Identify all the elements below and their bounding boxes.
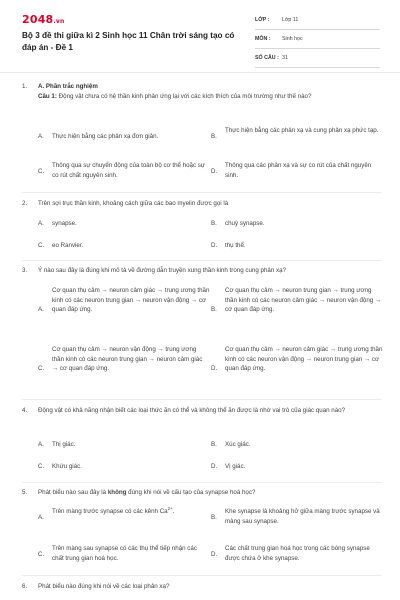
option-letter: C. bbox=[38, 365, 45, 372]
option-letter: D. bbox=[211, 463, 218, 470]
option-text: Khứu giác. bbox=[52, 463, 82, 470]
question-text bbox=[38, 488, 383, 498]
option-text: Thực hiện bằng các phản xạ đơn giản. bbox=[52, 133, 159, 140]
option-letter: B. bbox=[211, 306, 217, 313]
option-letter: A. bbox=[38, 306, 44, 313]
logo-text: 2048 bbox=[22, 13, 54, 26]
meta-row-class bbox=[255, 14, 380, 30]
option-text: Xúc giác. bbox=[225, 441, 251, 448]
document-meta bbox=[255, 14, 380, 71]
question-label: Câu 1: bbox=[38, 92, 57, 100]
option-text: Thông qua sự chuyển động của toàn bộ cơ thể hoặc sự co rút chất nguyên sinh. bbox=[52, 162, 206, 179]
question-number: 1. bbox=[22, 83, 28, 90]
question-divider bbox=[22, 399, 382, 400]
option-letter: A. bbox=[38, 133, 44, 140]
logo-suffix: .vn bbox=[53, 18, 65, 25]
option-text: Thị giác. bbox=[52, 441, 76, 448]
option-text: Thực hiện bằng các phản xạ và cung phản xạ phức tạp. bbox=[225, 127, 379, 134]
question-text: Ý nào sau đây là đúng khi mô tả về đường dẫn truyền xung thần kinh trong cung phản xạ? bbox=[38, 267, 286, 274]
option-text: Cơ quan thụ cảm → neuron cảm giác → trung ương thần kinh có các neuron vận động → neuron trung gian → cơ quan đáp ứng. bbox=[225, 346, 383, 372]
question-text: Phát biểu nào đúng khi nói về các loại phản xạ? bbox=[38, 583, 170, 590]
question-prompt bbox=[38, 92, 383, 102]
option-letter: D. bbox=[211, 365, 218, 372]
option-letter: B. bbox=[211, 133, 217, 140]
question-number: 3. bbox=[22, 267, 28, 274]
meta-key: LỚP : bbox=[255, 17, 270, 23]
option-letter: B. bbox=[211, 441, 217, 448]
option-text bbox=[52, 507, 210, 517]
meta-key: MÔN : bbox=[255, 36, 271, 42]
question-text-emphasis: không bbox=[107, 489, 127, 496]
option-letter: C. bbox=[38, 551, 45, 558]
option-letter: A. bbox=[38, 514, 44, 521]
question-prompt-text: Động vật chưa có hệ thần kinh phản ứng lại với các kích thích của môi trường như thế nào? bbox=[58, 92, 312, 100]
option-letter: A. bbox=[38, 220, 44, 227]
option-text: chuỳ synapse. bbox=[225, 220, 265, 227]
meta-value: Sinh học bbox=[282, 36, 303, 42]
option-letter: B. bbox=[211, 514, 217, 521]
question-divider bbox=[22, 482, 382, 483]
option-text-superscript: 2+ bbox=[167, 505, 173, 511]
option-text: Vị giác. bbox=[225, 463, 246, 470]
document-title: Bộ 3 đề thi giữa kì 2 Sinh học 11 Chân trời sáng tạo có đáp án - Đề 1 bbox=[22, 31, 235, 52]
meta-row-subject bbox=[255, 33, 380, 49]
option-text: thụ thể. bbox=[225, 242, 246, 249]
option-text: Cơ quan thụ cảm → neuron trung gian → trung ương thần kinh có các neuron cảm giác → neuron vận động → cơ quan đáp ứng. bbox=[225, 287, 382, 313]
option-letter: C. bbox=[38, 168, 45, 175]
option-text: synapse. bbox=[52, 220, 77, 227]
option-text: Cơ quan thụ cảm → neuron cảm giác → trung ương thần kinh có các neuron trung gian → neuron vận động → cơ quan đáp ứng. bbox=[52, 287, 210, 313]
question-number: 4. bbox=[22, 407, 28, 414]
question-number: 2. bbox=[22, 200, 28, 207]
question-number: 5. bbox=[22, 489, 28, 496]
question-text: Trên sợi trục thần kinh, khoảng cách giữa các bao myelin được gọi là bbox=[38, 200, 229, 207]
question-text: Động vật có khả năng nhận biết các loại thức ăn có thể và không thể ăn được là nhờ vai trò của giác quan nào? bbox=[38, 407, 346, 414]
option-letter: D. bbox=[211, 168, 218, 175]
option-letter: C. bbox=[38, 242, 45, 249]
option-letter: D. bbox=[211, 551, 218, 558]
header-divider bbox=[0, 72, 400, 73]
question-divider bbox=[22, 192, 382, 193]
question-divider bbox=[22, 260, 382, 261]
option-letter: C. bbox=[38, 463, 45, 470]
meta-value: Lớp 11 bbox=[282, 17, 299, 23]
question-text-pre: Phát biểu nào sau đây là bbox=[38, 489, 108, 496]
meta-key: SỐ CÂU : bbox=[255, 55, 279, 61]
option-text-end: . bbox=[172, 508, 175, 515]
option-text: Trên màng sau synapse có các thụ thể tiếp nhận các chất trung gian hoá học. bbox=[52, 545, 197, 562]
option-text: eo Ranvier. bbox=[52, 242, 84, 249]
question-divider bbox=[22, 575, 382, 576]
option-text: Cơ quan thụ cảm → neuron vận động → trung ương thần kinh có các neuron trung gian → neuron cảm giác → cơ quan đáp ứng. bbox=[52, 346, 203, 372]
section-heading: A. Phần trắc nghiệm bbox=[38, 83, 98, 90]
document-header bbox=[0, 0, 400, 72]
site-logo[interactable] bbox=[22, 13, 64, 26]
meta-row-count bbox=[255, 52, 380, 68]
option-text: Khe synapse là khoảng hở giữa màng trước synapse và màng sau synapse. bbox=[225, 508, 380, 525]
option-text: Thông qua các phản xạ và sự co rút của chất nguyên sinh. bbox=[225, 162, 372, 179]
question-text bbox=[38, 82, 383, 101]
question-number: 6. bbox=[22, 583, 28, 590]
meta-value: 31 bbox=[282, 55, 288, 61]
question-text-post: đúng khi nói về cấu tạo của synapse hoá học? bbox=[126, 489, 256, 496]
option-letter: D. bbox=[211, 242, 218, 249]
option-letter: A. bbox=[38, 441, 44, 448]
option-letter: B. bbox=[211, 220, 217, 227]
option-text: Các chất trung gian hoá học trong các bóng synapse được chứa ở khe synapse. bbox=[225, 545, 370, 562]
option-text-main: Trên màng trước synapse có các kênh Ca bbox=[52, 508, 168, 515]
